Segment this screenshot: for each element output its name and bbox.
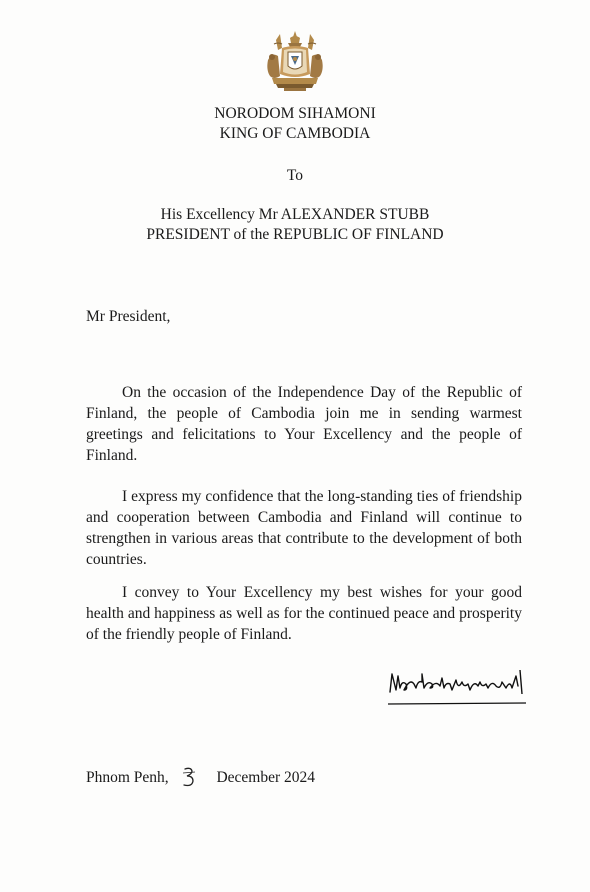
recipient-title: PRESIDENT of the REPUBLIC OF FINLAND	[146, 226, 444, 243]
recipient-name: His Excellency Mr ALEXANDER STUBB	[160, 206, 430, 223]
recipient-to-label: To	[286, 167, 304, 184]
body-paragraph-1: On the occasion of the Independence Day of the Republic of Finland, the people of Cambodia join me in sending warmest greetings and felicitations to Your Excellency and the people of Finland.	[86, 384, 522, 464]
royal-coat-of-arms-icon	[262, 30, 328, 92]
signature-icon	[384, 666, 532, 712]
closing-date: December 2024	[216, 769, 315, 786]
sender-name: NORODOM SIHAMONI	[214, 105, 376, 122]
body-paragraph-2: I express my confidence that the long-standing ties of friendship and cooperation between Cambodia and Finland will continue to strengthen in various areas that contribute to the development of both countries.	[86, 488, 522, 568]
closing-place: Phnom Penh,	[86, 769, 169, 786]
salutation: Mr President,	[86, 308, 171, 325]
handwritten-day-icon	[179, 766, 199, 788]
body-paragraph-3: I convey to Your Excellency my best wishes for your good health and happiness as well as for the continued peace and prosperity of the friendly people of Finland.	[86, 584, 522, 643]
sender-title: KING OF CAMBODIA	[219, 125, 371, 142]
closing-line	[86, 766, 315, 788]
